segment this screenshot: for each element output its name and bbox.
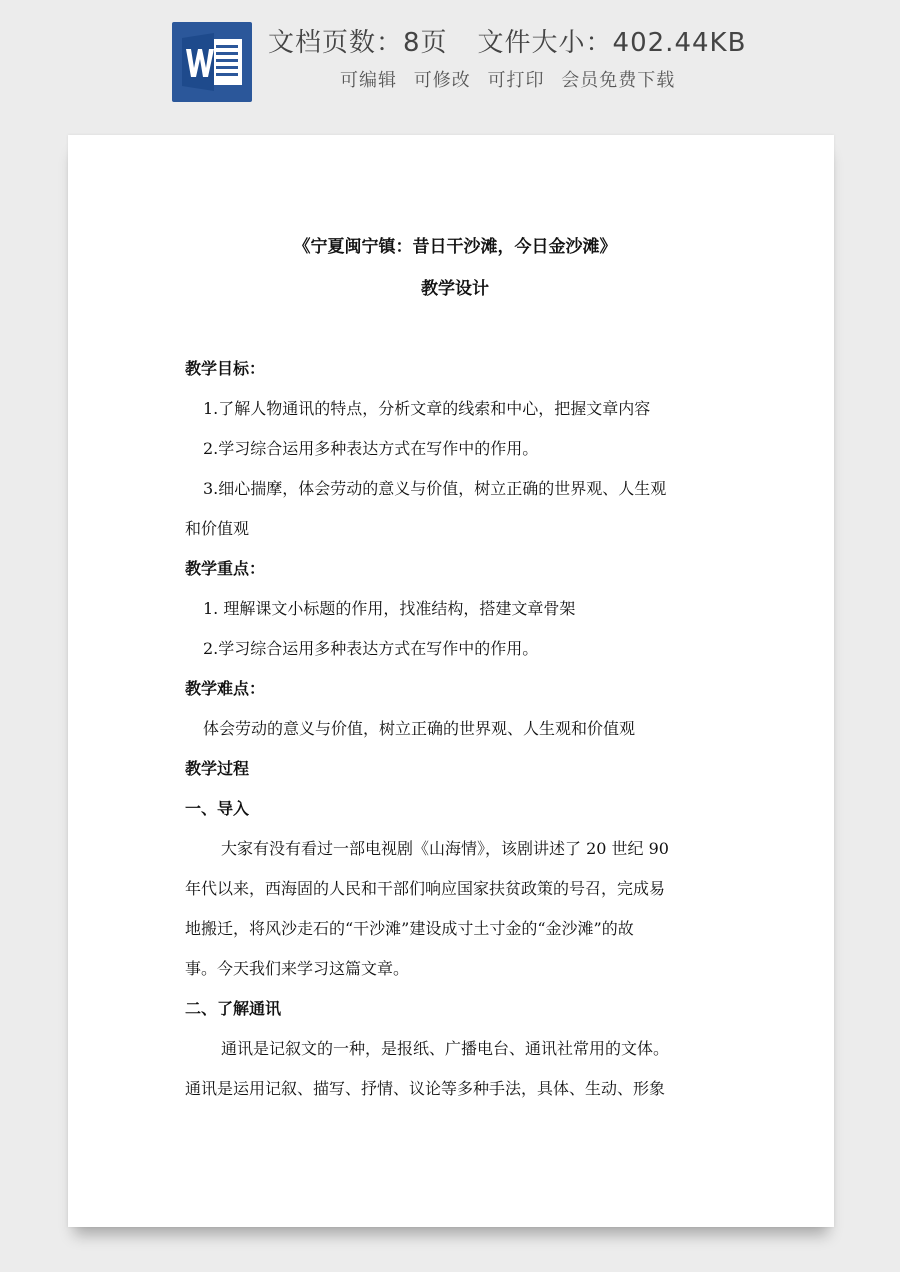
- section-heading: 二、了解通讯: [185, 999, 282, 1018]
- feature-list: [340, 66, 685, 92]
- page-count: 文档页数：8页: [268, 28, 448, 58]
- text-line: 3.细心揣摩，体会劳动的意义与价值，树立正确的世界观、人生观: [203, 479, 667, 498]
- text-line: 2.学习综合运用多种表达方式在写作中的作用。: [203, 639, 539, 658]
- word-document-icon: [172, 22, 252, 102]
- file-info: [268, 22, 746, 59]
- document-page: [68, 135, 834, 1227]
- text-line: 通讯是运用记叙、描写、抒情、议论等多种手法，具体、生动、形象: [185, 1079, 666, 1098]
- section-heading: 教学目标：: [185, 359, 266, 378]
- section-heading: 教学过程: [185, 759, 250, 778]
- text-line: 年代以来，西海固的人民和干部们响应国家扶贫政策的号召，完成易: [185, 879, 666, 898]
- text-line: 事。今天我们来学习这篇文章。: [185, 959, 410, 978]
- text-line: 地搬迁，将风沙走石的“干沙滩”建设成寸土寸金的“金沙滩”的故: [185, 919, 634, 938]
- text-line: 1.了解人物通讯的特点，分析文章的线索和中心，把握文章内容: [203, 399, 651, 418]
- feature-printable: 可打印: [487, 70, 545, 91]
- document-body: [185, 225, 725, 1109]
- section-heading: 教学重点：: [185, 559, 266, 578]
- file-size: 文件大小：402.44KB: [477, 28, 747, 58]
- download-header: [0, 0, 900, 120]
- feature-modifiable: 可修改: [413, 70, 471, 91]
- text-line: 1. 理解课文小标题的作用，找准结构，搭建文章骨架: [203, 599, 576, 618]
- document-title: 《宁夏闽宁镇：昔日干沙滩，今日金沙滩》: [293, 237, 617, 257]
- text-line: 2.学习综合运用多种表达方式在写作中的作用。: [203, 439, 539, 458]
- section-heading: 一、导入: [185, 799, 250, 818]
- feature-member-download[interactable]: 会员免费下载: [561, 70, 676, 91]
- document-subtitle: 教学设计: [421, 279, 489, 299]
- spacer: [185, 309, 725, 349]
- document-lines: [185, 349, 725, 1109]
- feature-editable: 可编辑: [340, 70, 397, 91]
- text-line: 大家有没有看过一部电视剧《山海情》，该剧讲述了 20 世纪 90: [221, 839, 669, 858]
- text-line: 和价值观: [185, 519, 250, 538]
- section-heading: 教学难点：: [185, 679, 266, 698]
- text-line: 体会劳动的意义与价值，树立正确的世界观、人生观和价值观: [203, 719, 636, 738]
- text-line: 通讯是记叙文的一种，是报纸、广播电台、通讯社常用的文体。: [221, 1039, 670, 1058]
